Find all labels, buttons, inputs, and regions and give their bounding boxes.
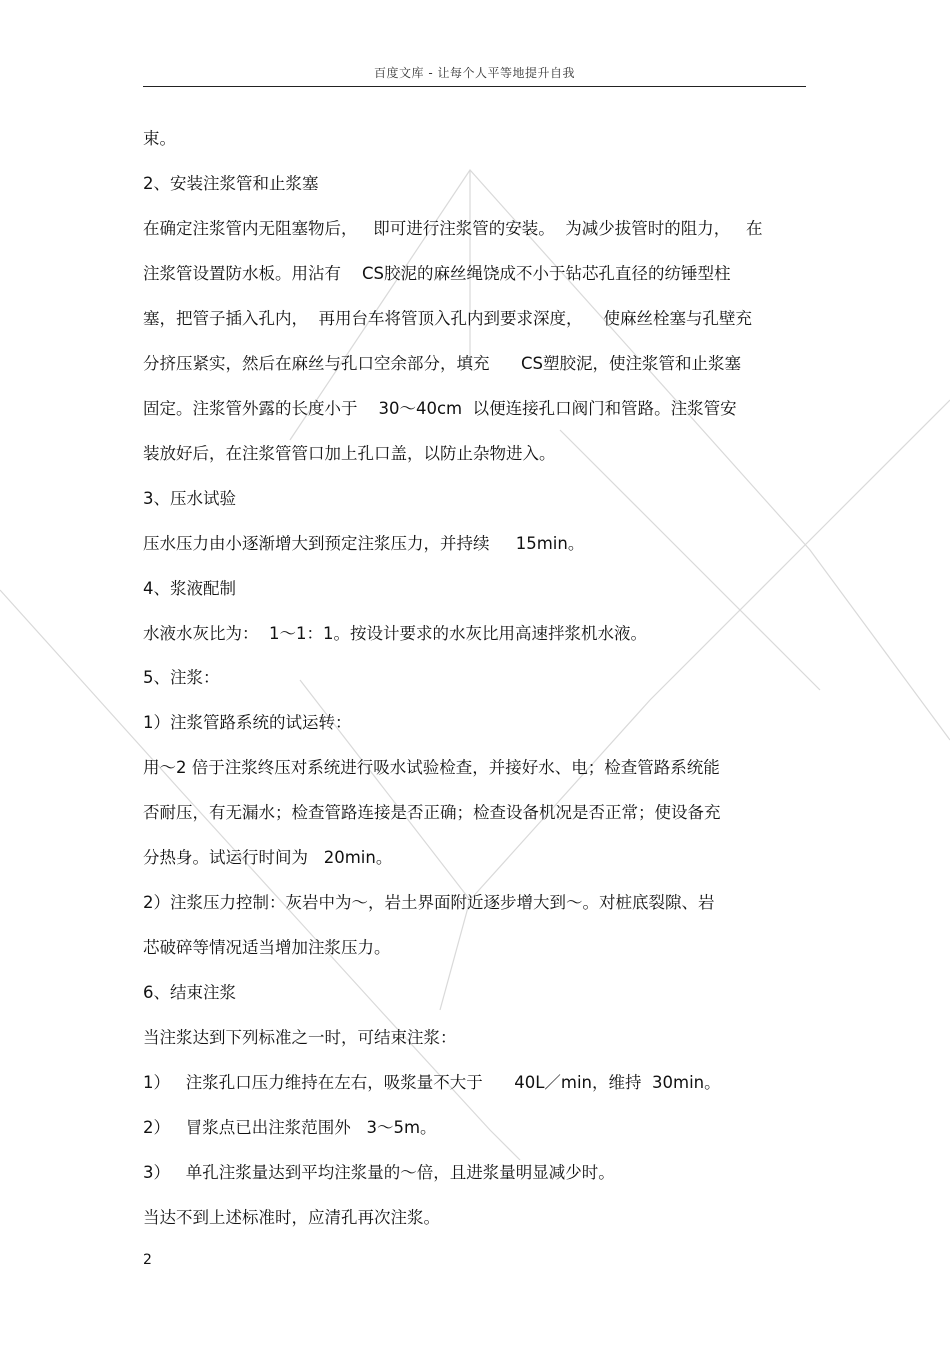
list-item: 2） 冒浆点已出注浆范围外 3～5m。 <box>143 1118 437 1137</box>
section-heading: 3、压水试验 <box>143 489 236 508</box>
text-line: 分热身。试运行时间为 20min。 <box>143 848 393 867</box>
header-divider <box>143 86 806 87</box>
text-line: 压水压力由小逐渐增大到预定注浆压力，并持续 15min。 <box>143 534 585 553</box>
text-line: 芯破碎等情况适当增加注浆压力。 <box>143 938 391 957</box>
section-heading: 6、结束注浆 <box>143 983 236 1002</box>
section-heading: 2、安装注浆管和止浆塞 <box>143 174 319 193</box>
page-header: 百度文库 - 让每个人平等地提升自我 <box>374 66 575 80</box>
text-line: 分挤压紧实，然后在麻丝与孔口空余部分，填充 CS塑胶泥，使注浆管和止浆塞 <box>143 354 741 373</box>
text-line: 装放好后，在注浆管管口加上孔口盖，以防止杂物进入。 <box>143 444 556 463</box>
text-line: 否耐压，有无漏水；检查管路连接是否正确；检查设备机况是否正常；使设备充 <box>143 803 721 822</box>
text-line: 束。 <box>143 129 176 148</box>
text-line: 2）注浆压力控制：灰岩中为～，岩土界面附近逐步增大到～。对桩底裂隙、岩 <box>143 893 715 912</box>
section-heading: 4、浆液配制 <box>143 579 236 598</box>
list-item: 3） 单孔注浆量达到平均注浆量的～倍，且进浆量明显减少时。 <box>143 1163 615 1182</box>
text-line: 用～2 倍于注浆终压对系统进行吸水试验检查，并接好水、电；检查管路系统能 <box>143 758 720 777</box>
text-line: 塞，把管子插入孔内， 再用台车将管顶入孔内到要求深度， 使麻丝栓塞与孔壁充 <box>143 309 752 328</box>
text-line: 当注浆达到下列标准之一时，可结束注浆： <box>143 1028 457 1047</box>
section-heading: 5、注浆： <box>143 668 220 687</box>
text-line: 在确定注浆管内无阻塞物后， 即可进行注浆管的安装。 为减少拔管时的阻力， 在 <box>143 219 763 238</box>
subsection-heading: 1）注浆管路系统的试运转： <box>143 713 352 732</box>
text-line: 当达不到上述标准时，应清孔再次注浆。 <box>143 1208 440 1227</box>
text-line: 注浆管设置防水板。用沾有 CS胶泥的麻丝绳饶成不小于钻芯孔直径的纺锤型柱 <box>143 264 731 283</box>
text-line: 固定。注浆管外露的长度小于 30～40cm 以便连接孔口阀门和管路。注浆管安 <box>143 399 737 418</box>
page-number: 2 <box>143 1252 152 1268</box>
text-line: 水液水灰比为： 1～1：1。按设计要求的水灰比用高速拌浆机水液。 <box>143 624 647 643</box>
list-item: 1） 注浆孔口压力维持在左右，吸浆量不大于 40L／min，维持 30min。 <box>143 1073 721 1092</box>
